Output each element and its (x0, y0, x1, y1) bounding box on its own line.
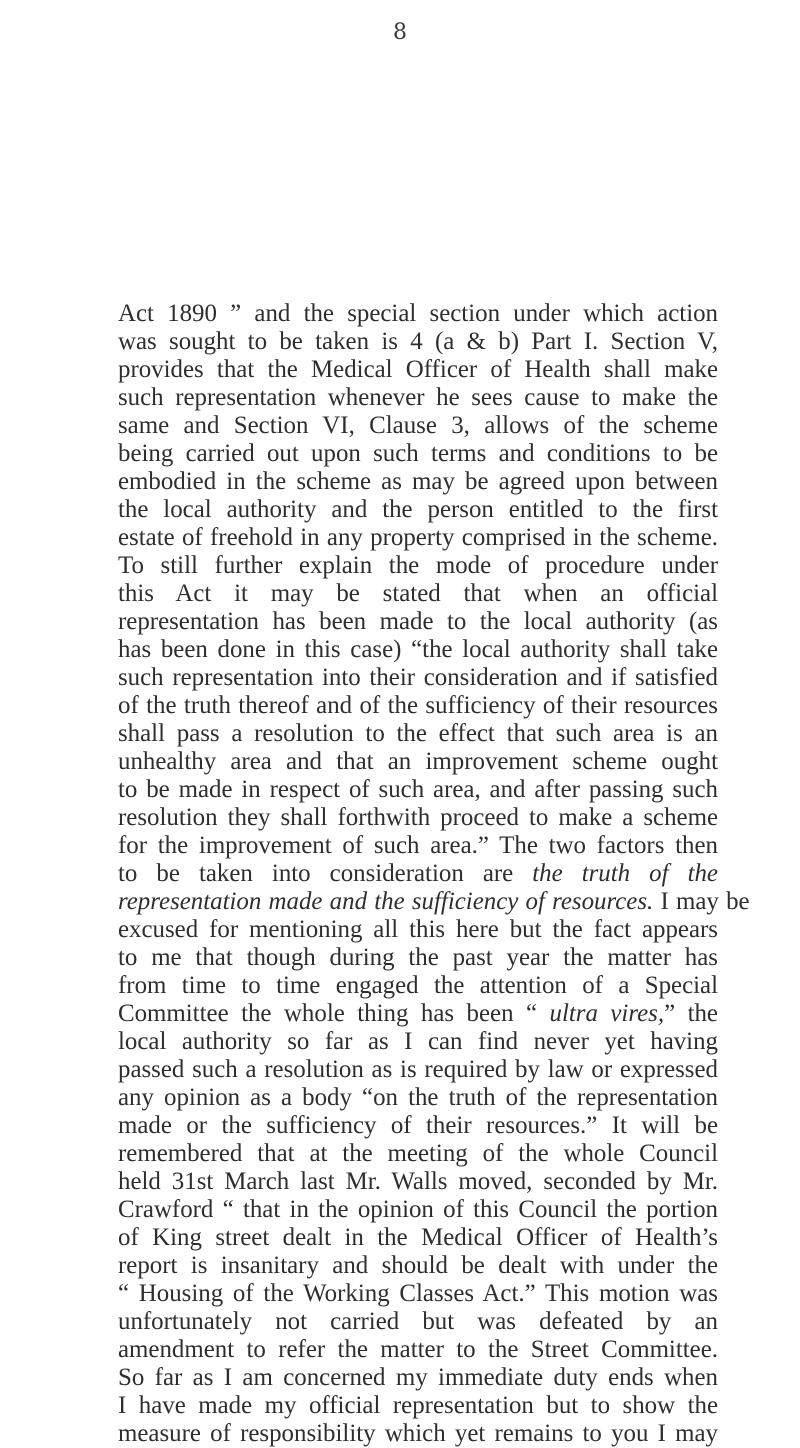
text-segment: representation has been made to the local authority (as (118, 608, 718, 635)
text-segment: I have made my official representation but to show the (118, 1392, 718, 1419)
text-segment: measure of responsibility which yet remains to you I may (118, 1420, 718, 1447)
text-line (118, 496, 718, 524)
text-segment: to me that though during the past year the matter has (118, 944, 718, 971)
body-text (118, 300, 750, 1448)
text-segment: same and Section VI, Clause 3, allows of the scheme (118, 412, 718, 439)
text-line (118, 916, 718, 944)
text-segment: remembered that at the meeting of the whole Council (118, 1140, 718, 1167)
text-line (118, 1392, 718, 1420)
text-segment: resolution they shall forthwith proceed to make a scheme (118, 804, 718, 831)
text-segment: amendment to refer the matter to the Street Committee. (118, 1336, 718, 1363)
text-line (118, 944, 718, 972)
text-line (118, 300, 718, 328)
text-line (118, 552, 718, 580)
text-segment: ” the (664, 1000, 718, 1027)
text-segment: Act 1890 ” and the special section under which action (118, 300, 718, 327)
text-segment: Crawford “ that in the opinion of this Council the portion (118, 1196, 718, 1223)
text-line (118, 1252, 718, 1280)
text-line (118, 384, 718, 412)
text-segment: such representation into their consideration and if satisfied (118, 664, 718, 691)
text-line (118, 580, 718, 608)
text-segment: the local authority and the person entitled to the first (118, 496, 718, 523)
text-segment: of the truth thereof and of the sufficiency of their resources (118, 692, 718, 719)
text-segment: held 31st March last Mr. Walls moved, seconded by Mr. (118, 1168, 718, 1195)
text-segment: to be made in respect of such area, and after passing such (118, 776, 718, 803)
text-line (118, 1336, 718, 1364)
text-segment: has been done in this case) “the local authority shall take (118, 636, 718, 663)
text-segment: “ Housing of the Working Classes Act.” This motion was (118, 1280, 718, 1307)
text-segment: embodied in the scheme as may be agreed upon between (118, 468, 718, 495)
text-line (118, 832, 718, 860)
text-line (118, 776, 718, 804)
text-segment: unfortunately not carried but was defeated by an (118, 1308, 718, 1335)
text-line (118, 1140, 718, 1168)
text-segment: from time to time engaged the attention of a Special (118, 972, 718, 999)
text-segment: passed such a resolution as is required by law or expressed (118, 1056, 718, 1083)
text-line (118, 1056, 718, 1084)
text-segment: was sought to be taken is 4 (a & b) Part I. Section V, (118, 328, 718, 355)
text-segment: unhealthy area and that an improvement scheme ought (118, 748, 718, 775)
text-segment: any opinion as a body “on the truth of the representation (118, 1084, 718, 1111)
text-segment: To still further explain the mode of procedure under (118, 552, 718, 579)
text-line (118, 748, 718, 776)
text-line (118, 608, 718, 636)
italic-text: representation made and the sufficiency of resources. (118, 888, 654, 915)
italic-text: ultra vires, (549, 1000, 665, 1027)
text-line (118, 860, 718, 888)
text-segment: local authority so far as I can find never yet having (118, 1028, 718, 1055)
text-line (118, 524, 718, 552)
text-segment: of King street dealt in the Medical Officer of Health’s (118, 1224, 718, 1251)
text-line (118, 356, 718, 384)
text-line (118, 1168, 718, 1196)
text-line (118, 468, 718, 496)
text-line (118, 664, 718, 692)
text-segment: excused for mentioning all this here but the fact appears (118, 916, 718, 943)
text-line (118, 720, 718, 748)
text-segment: Committee the whole thing has been “ (118, 1000, 550, 1027)
page-number: 8 (393, 20, 407, 45)
text-segment: this Act it may be stated that when an official (118, 580, 718, 607)
text-line (118, 1280, 718, 1308)
text-line (118, 1308, 718, 1336)
text-line (118, 1364, 718, 1392)
text-segment: made or the sufficiency of their resources.” It will be (118, 1112, 718, 1139)
text-segment: estate of freehold in any property comprised in the scheme. (118, 524, 718, 551)
italic-text: the truth of the (532, 860, 718, 887)
text-line (118, 888, 750, 916)
text-line (118, 1112, 718, 1140)
text-segment: So far as I am concerned my immediate duty ends when (118, 1364, 718, 1391)
text-line (118, 972, 718, 1000)
text-segment: shall pass a resolution to the effect that such area is an (118, 720, 718, 747)
text-line (118, 412, 718, 440)
text-segment: being carried out upon such terms and conditions to be (118, 440, 718, 467)
text-segment: report is insanitary and should be dealt with under the (118, 1252, 718, 1279)
text-segment: for the improvement of such area.” The two factors then (118, 832, 718, 859)
text-line (118, 440, 718, 468)
text-line (118, 1224, 718, 1252)
text-line (118, 1028, 718, 1056)
text-line (118, 692, 718, 720)
text-segment: to be taken into consideration are (118, 860, 533, 887)
text-line (118, 1000, 718, 1028)
text-line (118, 636, 718, 664)
text-line (118, 1084, 718, 1112)
text-segment: such representation whenever he sees cause to make the (118, 384, 718, 411)
text-line (118, 1420, 718, 1448)
text-line (118, 804, 718, 832)
text-line (118, 1196, 718, 1224)
text-segment: provides that the Medical Officer of Health shall make (118, 356, 718, 383)
text-segment: I may be (653, 888, 750, 915)
text-line (118, 328, 718, 356)
